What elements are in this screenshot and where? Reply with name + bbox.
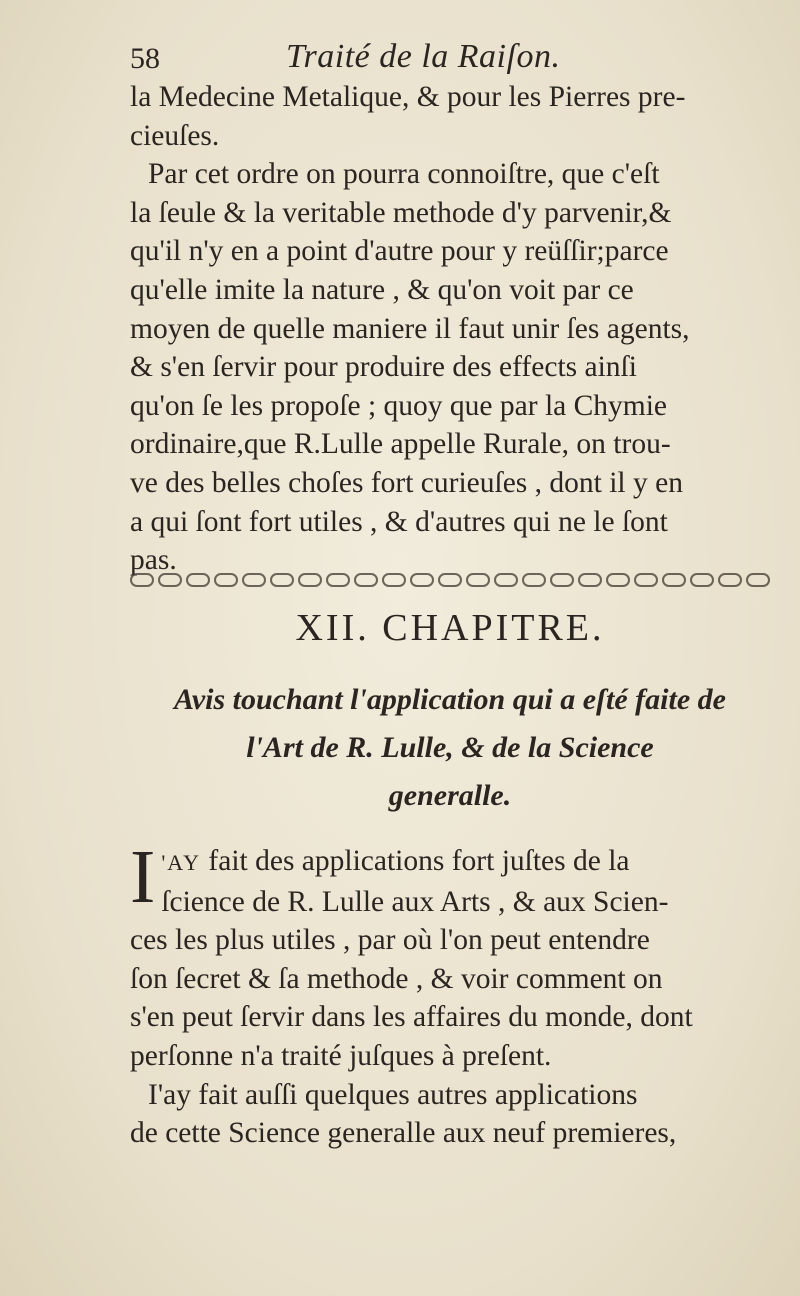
subtitle-line: generalle. [388, 779, 512, 812]
page-number: 58 [130, 42, 160, 75]
page-header [130, 34, 760, 84]
text-line: qu'on ſe les propoſe ; quoy que par la Chymie [130, 389, 668, 422]
text-line [130, 842, 770, 883]
text-line: la ſeule & la veritable methode d'y parvenir,& [130, 196, 672, 229]
text-line: qu'elle imite la nature , & qu'on voit par ce [130, 273, 634, 306]
text-line: de cette Science generalle aux neuf premieres, [130, 1117, 677, 1150]
text-line: perſonne n'a traité juſques à preſent. [130, 1039, 552, 1072]
ornamental-divider [130, 568, 770, 592]
text-line: a qui ſont fort utiles , & d'autres qui ne le ſont [130, 505, 668, 538]
text-line: cieuſes. [130, 119, 220, 152]
drop-cap: I [130, 835, 156, 919]
text-line: ordinaire,que R.Lulle appelle Rurale, on trou- [130, 428, 671, 461]
subtitle-line: l'Art de R. Lulle, & de la Science [246, 731, 654, 764]
smallcaps-text: 'AY [161, 850, 202, 875]
chapter-title: XII. CHAPITRE. [295, 607, 605, 649]
text-line: ces les plus utiles , par où l'on peut entendre [130, 924, 650, 957]
text-line: moyen de quelle maniere il faut unir ſes agents, [130, 312, 690, 345]
text-line: Par cet ordre on pourra connoiſtre, que c'eſt [148, 158, 660, 191]
text-line: pas. [130, 544, 177, 577]
running-title: Traité de la Raiſon. [286, 38, 561, 75]
subtitle-line: Avis touchant l'application qui a eſté faite de [174, 683, 726, 716]
text-line: s'en peut ſervir dans les affaires du monde, dont [130, 1001, 693, 1034]
text-line: ve des belles choſes fort curieuſes , dont il y en [130, 466, 683, 499]
paragraph-1 [130, 78, 770, 580]
text-line: la Medecine Metalique, & pour les Pierres pre- [130, 81, 686, 113]
text-fragment: fait des applications fort juſtes de la [201, 845, 630, 877]
text-line: ſon ſecret & ſa methode , & voir comment on [130, 962, 663, 995]
text-line: I'ay fait auſſi quelques autres applications [148, 1078, 638, 1111]
text-line: qu'il n'y en a point d'autre pour y reüſſir;parce [130, 235, 669, 268]
text-line: & s'en ſervir pour produire des effects ainſi [130, 351, 637, 384]
chapter-subtitle [130, 676, 770, 820]
text-line: ſcience de R. Lulle aux Arts , & aux Scien- [161, 885, 669, 918]
paragraph-2 [130, 835, 770, 1153]
